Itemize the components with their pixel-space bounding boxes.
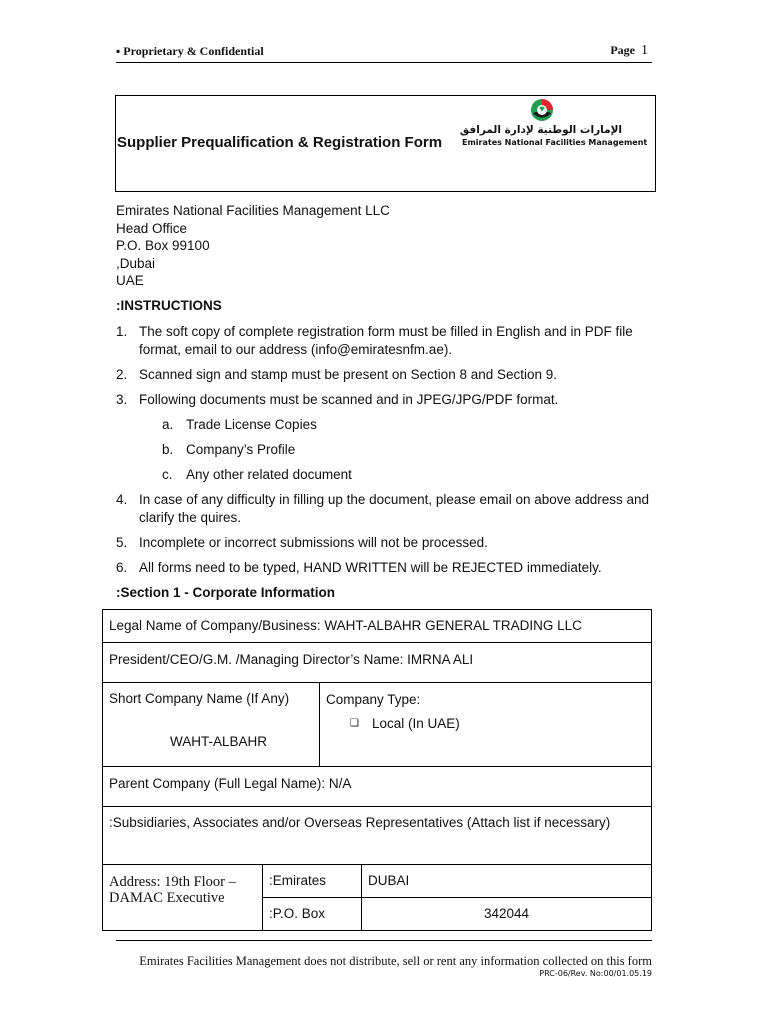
row-divider (102, 642, 652, 643)
page-number: 1 (641, 43, 648, 58)
address-pobox: P.O. Box 99100 (116, 238, 210, 254)
emirates-value: DUBAI (368, 873, 410, 888)
logo-english-text: Emirates National Facilities Management (462, 138, 648, 147)
address-field-line2: DAMAC Executive (109, 890, 225, 906)
item-number: 3. (116, 392, 128, 407)
footer-doc-code: PRC-06/Rev. No:00/01.05.19 (539, 969, 652, 978)
president-field: President/CEO/G.M. /Managing Director’s Name: IMRNA ALI (109, 652, 474, 667)
subitem-text: Trade License Copies (186, 417, 317, 432)
address-city: ,Dubai (116, 255, 156, 271)
item-text: The soft copy of complete registration form must be filled in English and in PDF file format, email to our address (info@emiratesnfm.ae). (139, 324, 633, 357)
instruction-subitem (116, 441, 661, 459)
page-label: Page (610, 43, 635, 57)
item-number: 2. (116, 367, 128, 382)
table-border-bottom (102, 930, 652, 931)
parent-company-field: Parent Company (Full Legal Name): N/A (109, 776, 352, 791)
address-country: UAE (116, 273, 144, 289)
subitem-letter: a. (162, 417, 174, 432)
company-type-checkbox[interactable]: ❑ (350, 718, 359, 729)
falcon-logo-icon (528, 96, 556, 124)
instruction-item (116, 391, 661, 409)
company-logo (459, 96, 648, 152)
bullet-icon: ▪ (116, 44, 121, 58)
item-text: All forms need to be typed, HAND WRITTEN will be REJECTED immediately. (139, 560, 602, 575)
item-number: 6. (116, 560, 128, 575)
instruction-item (116, 366, 661, 384)
address-office: Head Office (116, 220, 188, 236)
short-name-label: Short Company Name (If Any) (109, 691, 290, 706)
col-divider (262, 864, 263, 930)
subitem-letter: b. (162, 442, 174, 457)
subsidiaries-field: :Subsidiaries, Associates and/or Overseas Representatives (Attach list if necessary) (109, 815, 611, 830)
pobox-value: 342044 (484, 906, 530, 921)
instruction-item (116, 534, 661, 552)
item-text: In case of any difficulty in filling up the document, please email on above address and clarify the quires. (139, 492, 650, 525)
company-type-value: Local (In UAE) (372, 716, 460, 731)
table-border-top (102, 609, 652, 610)
instruction-subitem (116, 416, 661, 434)
page-header (116, 44, 652, 63)
company-type-label: Company Type: (326, 692, 421, 707)
item-text: Following documents must be scanned and in JPEG/JPG/PDF format. (139, 392, 559, 407)
col-divider (361, 864, 362, 930)
instruction-item (116, 559, 661, 577)
corporate-info-table (102, 609, 652, 931)
confidential-text: Proprietary & Confidential (123, 44, 264, 58)
col-divider (319, 682, 320, 766)
row-divider (102, 864, 652, 865)
subitem-text: Company’s Profile (186, 442, 296, 457)
confidential-label (116, 44, 264, 59)
instruction-item (116, 491, 661, 527)
item-text: Incomplete or incorrect submissions will not be processed. (139, 535, 488, 550)
section1-heading: :Section 1 - Corporate Information (116, 585, 336, 600)
subitem-text: Any other related document (186, 467, 352, 482)
legal-name-field: Legal Name of Company/Business: WAHT-ALBAHR GENERAL TRADING LLC (109, 618, 582, 633)
table-border-left (102, 609, 103, 931)
instruction-item (116, 323, 661, 359)
row-divider (262, 897, 652, 898)
title-box (115, 95, 656, 192)
address-field-line1: Address: 19th Floor – (109, 874, 236, 890)
row-divider (102, 806, 652, 807)
logo-arabic-text: الإمارات الوطنية لإدارة المرافق (459, 124, 622, 136)
item-number: 5. (116, 535, 128, 550)
subitem-letter: c. (162, 467, 173, 482)
footer-divider (116, 940, 652, 941)
pobox-label: :P.O. Box (269, 906, 326, 921)
company-address (116, 202, 390, 290)
instructions-list (116, 323, 661, 584)
emirates-label: :Emirates (269, 873, 327, 888)
short-name-value: WAHT-ALBAHR (170, 734, 268, 749)
item-number: 1. (116, 324, 128, 339)
item-text: Scanned sign and stamp must be present on Section 8 and Section 9. (139, 367, 558, 382)
address-company: Emirates National Facilities Management LLC (116, 203, 390, 218)
row-divider (102, 766, 652, 767)
item-number: 4. (116, 492, 128, 507)
footer-notice: Emirates Facilities Management does not distribute, sell or rent any information collected on this form (139, 954, 652, 968)
page-indicator (610, 43, 648, 59)
form-title: Supplier Prequalification & Registration Form (117, 134, 443, 151)
table-border-right (651, 609, 652, 931)
row-divider (102, 682, 652, 683)
instructions-heading: :INSTRUCTIONS (116, 298, 222, 313)
instruction-subitem (116, 466, 661, 484)
